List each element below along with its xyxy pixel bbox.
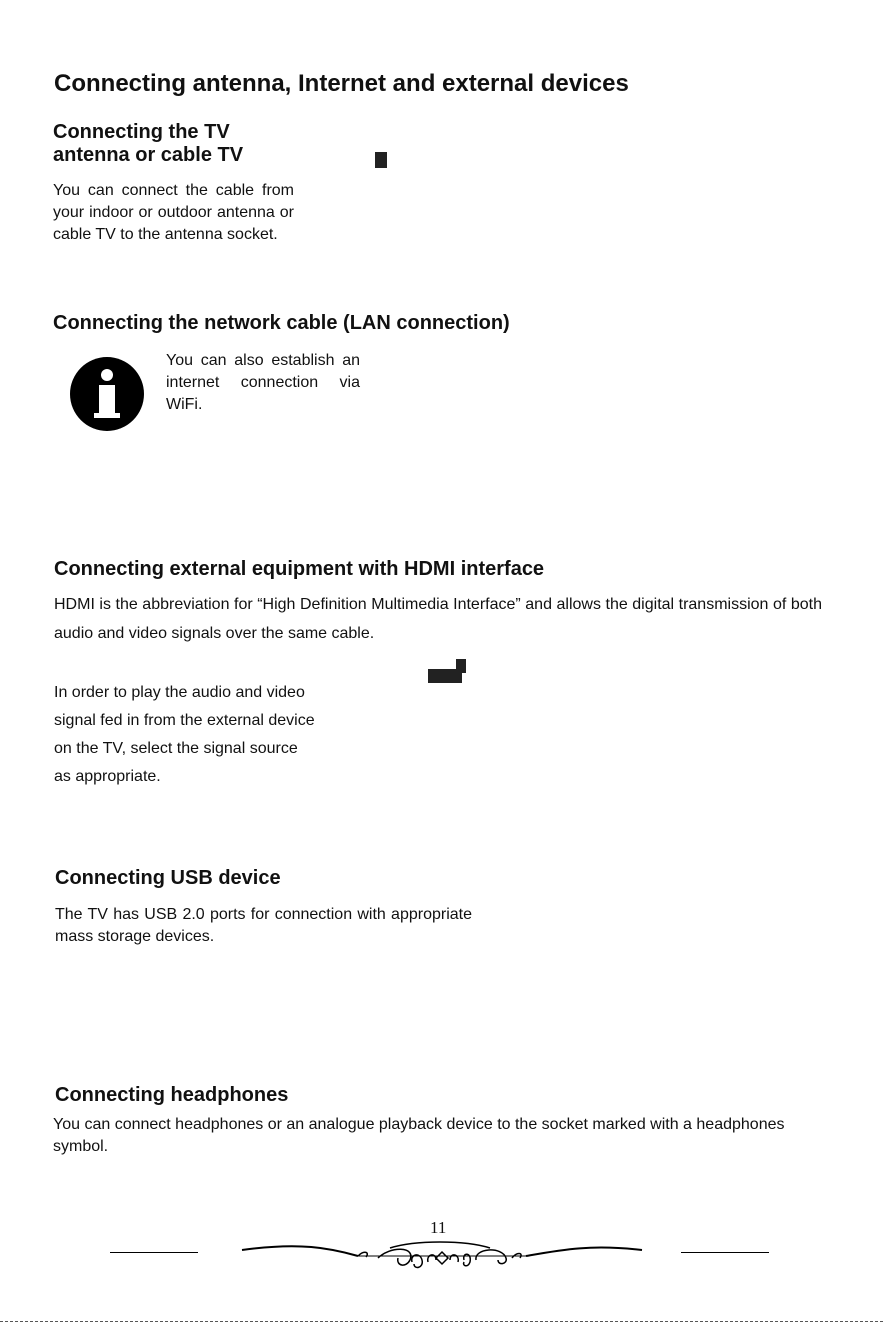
usb-text: The TV has USB 2.0 ports for connection with appropriate mass storage devices.: [55, 906, 472, 945]
lan-note: You can also establish an internet connection via WiFi.: [166, 352, 360, 413]
hdmi-text-line: In order to play the audio and video: [54, 684, 305, 701]
page-number: 11: [430, 1218, 447, 1237]
usb-heading: Connecting USB device: [55, 867, 281, 889]
info-icon: [70, 357, 144, 431]
headphones-heading: Connecting headphones: [55, 1084, 289, 1106]
hdmi-text: [54, 679, 315, 791]
hdmi-diagram-marker-tab: [456, 659, 466, 673]
footer-flourish-ornament: [240, 1238, 644, 1272]
hdmi-text-line: signal fed in from the external device: [54, 712, 315, 729]
footer-rule-left: [110, 1252, 198, 1253]
hdmi-intro: HDMI is the abbreviation for “High Definition Multimedia Interface” and allows the digital transmission of both audio and video signals over the same cable.: [54, 596, 822, 642]
antenna-heading-line1: Connecting the TV: [53, 121, 230, 143]
antenna-heading-line2: antenna or cable TV: [53, 144, 244, 166]
page-title: Connecting antenna, Internet and external devices: [54, 70, 629, 97]
footer-rule-right: [681, 1252, 769, 1253]
hdmi-heading: Connecting external equipment with HDMI interface: [54, 558, 545, 580]
headphones-text: You can connect headphones or an analogue playback device to the socket marked with a headphones symbol.: [53, 1116, 785, 1155]
page-bottom-edge: [0, 1321, 883, 1322]
lan-heading: Connecting the network cable (LAN connection): [53, 312, 510, 334]
hdmi-text-line: as appropriate.: [54, 768, 161, 785]
antenna-diagram-marker: [375, 152, 387, 168]
hdmi-text-line: on the TV, select the signal source: [54, 740, 298, 757]
antenna-text: You can connect the cable from your indoor or outdoor antenna or cable TV to the antenna socket.: [53, 182, 294, 243]
